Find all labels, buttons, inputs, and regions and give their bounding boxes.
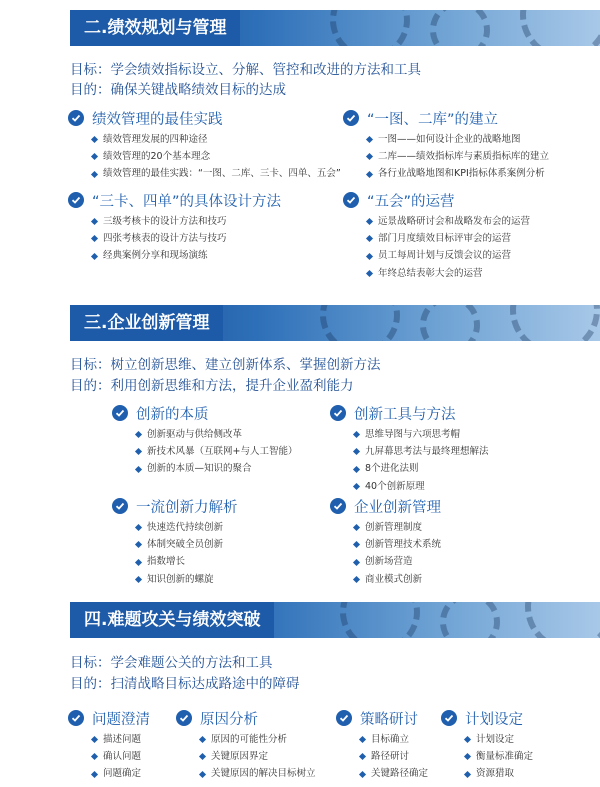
list-item: 8个进化法则: [354, 460, 489, 477]
bullet-icon: [135, 448, 142, 455]
list-item: 员工每周计划与反馈会议的运营: [367, 247, 530, 264]
section-title: 三.企业创新管理: [70, 305, 223, 341]
list-item: 问题确定: [92, 765, 150, 782]
check-icon: [330, 405, 346, 421]
bullet-icon: [464, 770, 471, 777]
list-item: 部门月度绩效目标评审会的运营: [367, 230, 530, 247]
list-item: 关键原因界定: [200, 748, 316, 765]
check-icon: [112, 405, 128, 421]
bullet-icon: [366, 235, 373, 242]
topic-block: [330, 403, 489, 495]
bullet-icon: [353, 483, 360, 490]
list-item: 原因的可能性分析: [200, 731, 316, 748]
topic-block: [330, 496, 441, 588]
check-icon: [336, 710, 352, 726]
bullet-icon: [366, 252, 373, 259]
list-item: 创新的本质—知识的聚合: [136, 460, 297, 477]
list-item: 绩效管理的最佳实践：“一图、二库、三卡、四单、五会”: [92, 165, 341, 182]
list-item: 商业模式创新: [354, 571, 441, 588]
list-item: 绩效管理发展的四种途径: [92, 131, 341, 148]
topic-block: [336, 708, 428, 783]
check-icon: [343, 110, 359, 126]
list-item: 资源猎取: [465, 765, 533, 782]
check-icon: [68, 110, 84, 126]
list-item: 路径研讨: [360, 748, 428, 765]
list-item: 新技术风暴（互联网+与人工智能）: [136, 443, 297, 460]
topic-block: [343, 190, 530, 282]
list-item: 九屏幕思考法与最终理想解法: [354, 443, 489, 460]
bullet-icon: [91, 136, 98, 143]
list-item: 二库——绩效指标库与素质指标库的建立: [367, 148, 549, 165]
section-goal: 目标：树立创新思维、建立创新体系、掌握创新方法: [70, 357, 381, 373]
list-item: 绩效管理的20个基本理念: [92, 148, 341, 165]
bullet-icon: [135, 465, 142, 472]
list-item: 三级考核卡的设计方法和技巧: [92, 213, 281, 230]
bullet-icon: [359, 770, 366, 777]
list-item: 关键原因的解决目标树立: [200, 765, 316, 782]
check-icon: [68, 192, 84, 208]
topic-block: [68, 708, 150, 783]
bullet-icon: [91, 252, 98, 259]
section-purpose: 目的：确保关键战略绩效目标的达成: [70, 82, 286, 98]
bullet-icon: [353, 558, 360, 565]
topic-block: [68, 190, 281, 265]
topic-title: 计划设定: [465, 711, 523, 728]
bullet-icon: [91, 235, 98, 242]
check-icon: [68, 710, 84, 726]
bullet-icon: [135, 431, 142, 438]
list-item: 创新场营造: [354, 553, 441, 570]
list-item: 年终总结表彰大会的运营: [367, 265, 530, 282]
topic-title: 创新的本质: [136, 406, 209, 423]
bullet-icon: [464, 753, 471, 760]
list-item: 思维导图与六项思考帽: [354, 426, 489, 443]
bullet-icon: [353, 465, 360, 472]
topic-block: [68, 108, 341, 183]
topic-block: [343, 108, 549, 183]
section-goal: 目标：学会绩效指标设立、分解、管控和改进的方法和工具: [70, 62, 421, 78]
list-item: 描述问题: [92, 731, 150, 748]
section-banner: [70, 305, 600, 341]
list-item: 远景战略研讨会和战略发布会的运营: [367, 213, 530, 230]
bullet-icon: [366, 218, 373, 225]
bullet-icon: [353, 541, 360, 548]
list-item: 指数增长: [136, 553, 238, 570]
list-item: 创新驱动与供给侧改革: [136, 426, 297, 443]
bullet-icon: [366, 270, 373, 277]
list-item: 体制突破全员创新: [136, 536, 238, 553]
topic-title: “三卡、四单”的具体设计方法: [92, 193, 282, 210]
section-title: 二.绩效规划与管理: [70, 10, 240, 46]
bullet-icon: [366, 170, 373, 177]
bullet-icon: [366, 153, 373, 160]
bullet-icon: [135, 541, 142, 548]
topic-title: 绩效管理的最佳实践: [92, 111, 223, 128]
check-icon: [343, 192, 359, 208]
bullet-icon: [135, 558, 142, 565]
list-item: 创新管理技术系统: [354, 536, 441, 553]
list-item: 经典案例分享和现场演练: [92, 247, 281, 264]
topic-title: 企业创新管理: [354, 499, 441, 516]
section-banner: [70, 10, 600, 46]
topic-block: [441, 708, 533, 783]
bullet-icon: [91, 170, 98, 177]
bullet-icon: [135, 524, 142, 531]
bullet-icon: [91, 753, 98, 760]
topic-title: 一流创新力解析: [136, 499, 238, 516]
bullet-icon: [91, 736, 98, 743]
topic-block: [112, 403, 297, 478]
bullet-icon: [359, 736, 366, 743]
list-item: 计划设定: [465, 731, 533, 748]
section-banner: [70, 602, 600, 638]
bullet-icon: [135, 576, 142, 583]
topic-title: 策略研讨: [360, 711, 418, 728]
topic-title: 创新工具与方法: [354, 406, 456, 423]
list-item: 各行业战略地图和KPI指标体系案例分析: [367, 165, 549, 182]
list-item: 衡量标准确定: [465, 748, 533, 765]
check-icon: [441, 710, 457, 726]
list-item: 确认问题: [92, 748, 150, 765]
bullet-icon: [464, 736, 471, 743]
bullet-icon: [353, 524, 360, 531]
topic-title: “一图、二库”的建立: [367, 111, 499, 128]
section-purpose: 目的：扫清战略目标达成路途中的障碍: [70, 676, 300, 692]
list-item: 快速迭代持续创新: [136, 519, 238, 536]
topic-block: [112, 496, 238, 588]
bullet-icon: [199, 770, 206, 777]
bullet-icon: [366, 136, 373, 143]
list-item: 目标确立: [360, 731, 428, 748]
bullet-icon: [91, 218, 98, 225]
check-icon: [176, 710, 192, 726]
section-title: 四.难题攻关与绩效突破: [70, 602, 274, 638]
list-item: 知识创新的螺旋: [136, 571, 238, 588]
list-item: 四张考核表的设计方法与技巧: [92, 230, 281, 247]
bullet-icon: [91, 153, 98, 160]
check-icon: [112, 498, 128, 514]
list-item: 创新管理制度: [354, 519, 441, 536]
bullet-icon: [359, 753, 366, 760]
list-item: 关键路径确定: [360, 765, 428, 782]
list-item: 一图——如何设计企业的战略地图: [367, 131, 549, 148]
topic-title: “五会”的运营: [367, 193, 455, 210]
check-icon: [330, 498, 346, 514]
bullet-icon: [353, 431, 360, 438]
topic-title: 原因分析: [200, 711, 258, 728]
bullet-icon: [353, 576, 360, 583]
bullet-icon: [199, 753, 206, 760]
topic-block: [176, 708, 316, 783]
bullet-icon: [353, 448, 360, 455]
bullet-icon: [199, 736, 206, 743]
bullet-icon: [91, 770, 98, 777]
list-item: 40个创新原理: [354, 478, 489, 495]
topic-title: 问题澄清: [92, 711, 150, 728]
section-goal: 目标：学会难题公关的方法和工具: [70, 655, 273, 671]
section-purpose: 目的：利用创新思维和方法，提升企业盈利能力: [70, 378, 354, 394]
